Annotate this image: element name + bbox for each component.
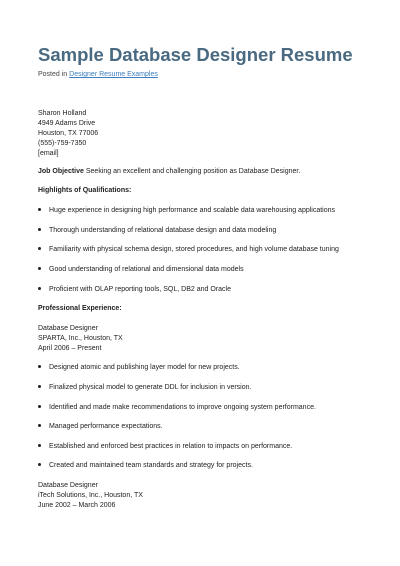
bullet-icon — [38, 208, 41, 211]
contact-phone: (555)-759-7350 — [38, 140, 87, 147]
list-item: Huge experience in designing high performance and scalable data warehousing applications — [38, 206, 335, 216]
list-item: Finalized physical model to generate DDL for inclusion in version. — [38, 383, 251, 393]
list-item: Designed atomic and publishing layer model for new projects. — [38, 363, 240, 373]
list-item: Identified and made make recommendations to improve ongoing system performance. — [38, 403, 316, 413]
list-item: Managed performance expectations. — [38, 422, 163, 432]
job2-dates: June 2002 – March 2006 — [38, 502, 116, 509]
bullet-icon — [38, 365, 41, 368]
list-item: Proficient with OLAP reporting tools, SQL, DB2 and Oracle — [38, 285, 231, 295]
bullet-icon — [38, 405, 41, 408]
job2-company: iTech Solutions, Inc., Houston, TX — [38, 492, 143, 499]
list-item: Good understanding of relational and dimensional data models — [38, 265, 244, 275]
job1-dates: April 2006 – Present — [38, 345, 102, 352]
bullet-icon — [38, 228, 41, 231]
objective-label: Job Objective — [38, 168, 84, 175]
contact-name: Sharon Holland — [38, 110, 87, 117]
bullet-icon — [38, 444, 41, 447]
job-objective — [38, 167, 300, 177]
objective-text: Seeking an excellent and challenging position as Database Designer. — [85, 168, 301, 175]
posted-prefix: Posted in — [38, 71, 70, 78]
category-link[interactable]: Designer Resume Examples — [69, 71, 158, 78]
job1-company: SPARTA, Inc., Houston, TX — [38, 335, 123, 342]
list-item: Created and maintained team standards and strategy for projects. — [38, 461, 253, 471]
bullet-icon — [38, 267, 41, 270]
list-item: Established and enforced best practices in relation to impacts on performance. — [38, 442, 292, 452]
bullet-icon — [38, 424, 41, 427]
experience-heading: Professional Experience: — [38, 305, 122, 312]
list-item: Thorough understanding of relational database design and data modeling — [38, 226, 276, 236]
job1-role: Database Designer — [38, 325, 98, 332]
highlights-heading: Highlights of Qualifications: — [38, 187, 132, 194]
contact-street: 4949 Adams Drive — [38, 120, 96, 127]
bullet-icon — [38, 287, 41, 290]
bullet-icon — [38, 463, 41, 466]
page-title: Sample Database Designer Resume — [38, 44, 353, 65]
contact-email: [email] — [38, 150, 59, 157]
bullet-icon — [38, 247, 41, 250]
posted-in-line — [38, 71, 158, 78]
bullet-icon — [38, 385, 41, 388]
contact-city: Houston, TX 77006 — [38, 130, 99, 137]
job2-role: Database Designer — [38, 482, 98, 489]
list-item: Familiarity with physical schema design, stored procedures, and high volume database tuning — [38, 245, 339, 255]
